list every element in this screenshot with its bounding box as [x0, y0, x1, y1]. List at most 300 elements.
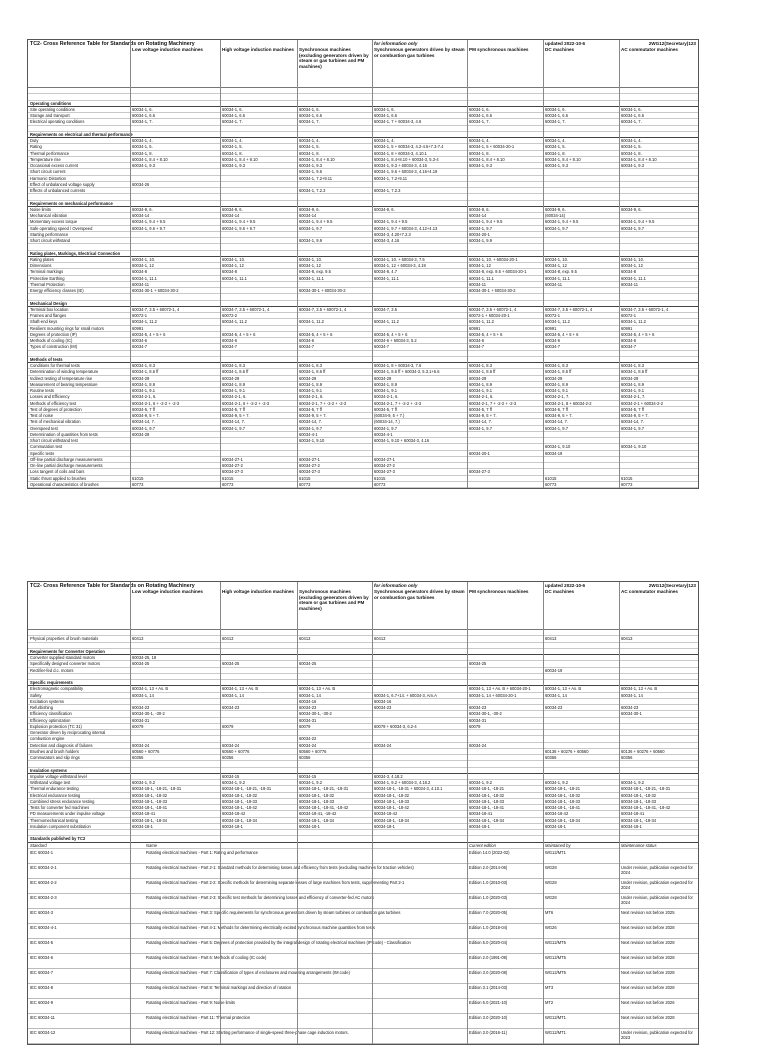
table-cell: 60034-1, 7.2+9.11: [299, 175, 333, 181]
table-cell: 60034-27-2: [299, 463, 320, 468]
row-label: Effect of unbalanced voltage supply: [30, 181, 95, 187]
table-cell: 60034-1, 7 + 60034-3, 4.6: [374, 119, 422, 125]
table-cell: 60034-1, 6.: [621, 106, 642, 112]
table-cell: 60136 + 60276 + 60560: [621, 748, 665, 754]
row-label: Losses and Efficiency: [30, 394, 70, 400]
standard-status: Next revision not before 2028: [621, 1014, 675, 1020]
standards-col-name: Name: [146, 842, 157, 848]
standard-row: [28, 969, 698, 984]
row-label: Protective Earthing: [30, 275, 65, 281]
table-cell: 60034-18-42: [545, 811, 569, 817]
column-divider: [220, 40, 221, 488]
table-cell: 60034-1, 8 + 60034-3, 4.10.1: [374, 150, 427, 156]
row-label: Methods of cooling (IC): [30, 338, 73, 343]
table-cell: 60034-5, 7 ff: [132, 406, 155, 412]
table-cell: 60034-18-1, -18-34: [545, 817, 581, 823]
table-cell: 60034-1, 14: [299, 692, 321, 698]
standard-id: IEC 60034-2-1: [30, 864, 57, 870]
table-cell: 60034-1, 10.: [222, 256, 245, 262]
standard-name: Rotating electrical machines - Part 2-1: Standard methods for determining losses and efficiency from tests (excluding machines for traction vehicles): [146, 864, 414, 870]
table-cell: 60034-2-1 + 60034-2-2: [621, 400, 663, 406]
table-cell: 60034-9, 5 + 7.: [545, 413, 573, 418]
column-divider: [220, 582, 221, 1044]
table-cell: 60034-1, 8.4 + 8.10: [545, 156, 581, 162]
updated-date: updated 2022-10-6: [545, 583, 586, 588]
table-cell: 60034-1, 9.6 + 9.7: [222, 225, 256, 231]
table-cell: 60034-2-1, 6 + -2-2 + -2-3: [222, 400, 270, 406]
standard-id: IEC 60034-4-1: [30, 924, 57, 930]
table-cell: 60072-1: [621, 313, 637, 318]
standard-name: Rotating electrical machines - Part 1: Rating and performance: [146, 849, 258, 855]
table-row: [28, 668, 698, 674]
table-cell: 60034-30-1, -30-2: [132, 711, 165, 717]
column-header: Synchronous generators driven by steam or combustion gas turbines: [374, 589, 465, 600]
table-cell: 60034-1, 9.4 + 9.5: [374, 219, 408, 225]
table-cell: 60034-18-1, -18-33: [545, 798, 581, 804]
row-label: Requirements for Converter Operation: [30, 648, 105, 654]
table-cell: 60034-1, 6.6: [469, 113, 492, 118]
row-label: Impulse voltage withstand level: [30, 773, 87, 779]
table-cell: 60034-7, 3.5 + 60072-1, 4: [222, 306, 270, 312]
table-cell: 60034-1, 9.1: [621, 388, 644, 393]
row-label: Safe operating speed / Overspeed: [30, 225, 93, 231]
column-divider: [619, 40, 620, 488]
table-cell: 60034-1, 9.2: [545, 780, 568, 785]
table-cell: 60034-1, 8.6 ff: [621, 369, 648, 375]
table-cell: 60034-1, 5.: [545, 144, 566, 150]
standard-maintainer: WG12/MT5: [545, 939, 566, 945]
table-cell: 60034-1, 14: [621, 692, 643, 698]
table-cell: 60991: [621, 325, 633, 331]
standard-id: IEC 60034-12: [30, 1029, 56, 1035]
table-row: [28, 188, 698, 194]
table-cell: 60034-2-1, 8 + 60034-2-2: [545, 400, 592, 406]
row-label: Mechanical vibration: [30, 213, 68, 218]
table-cell: 60034-7: [299, 344, 315, 350]
table-cell: 60034-18-1, -18-33: [299, 798, 335, 804]
table-cell: 60034-30-1, -30-2: [299, 711, 332, 717]
table-cell: 60034-1, 9.1: [469, 388, 492, 393]
table-cell: 60034-9, 6.: [469, 206, 490, 212]
row-label: Terminal box location: [30, 306, 69, 312]
standard-edition: Edition 2.0 (2014-06): [469, 864, 508, 870]
table-cell: 60034-1, 9.2: [621, 780, 644, 785]
table-cell: 60034-14: [132, 213, 150, 218]
table-cell: 60034-15: [299, 773, 317, 779]
standard-name: Rotating electrical machines - Part 7: Classification of types of enclosures and mounting arrangements (IM code): [146, 969, 350, 975]
table-cell: 60034-1, 9.4 + 9.5: [469, 219, 503, 225]
table-cell: 60034-1, 13 + As. B: [545, 686, 582, 692]
table-cell: 60034-1, 6.6: [621, 113, 644, 118]
table-cell: 60034-2-1, 7 + -2-2 + -2-3: [299, 400, 347, 406]
table-cell: 61015: [222, 475, 234, 481]
table-cell: 60034-1, 9.7: [222, 425, 245, 431]
row-label: Resilient mounting rings for small motors: [30, 325, 104, 331]
table-cell: 60034-2-1, 7.: [621, 394, 646, 400]
table-cell: 60034-1, 9.1: [132, 388, 155, 393]
table-cell: 60034-18-1, -18-31 + 60034-3, 4.10.1: [374, 786, 443, 792]
table-cell: 60034-1, 14 + 60034-20-1: [469, 692, 517, 698]
table-cell: 60034-18-41, -18-42: [299, 811, 337, 817]
table-cell: 60034-1, 7.: [621, 119, 642, 125]
standard-edition: Edition 14.0 (2022-02): [469, 849, 510, 855]
table-cell: 60034-1, 11.2: [299, 319, 324, 325]
row-label: Electromagnetic compatibility: [30, 686, 84, 692]
table-cell: 60034-1, 7.2.3: [374, 188, 401, 193]
table-cell: 60034-18-1, -18-34: [374, 817, 410, 823]
column-divider: [130, 40, 131, 488]
standard-status: Under revision, publication expected for 2023: [621, 1029, 693, 1040]
table-row: [28, 755, 698, 761]
table-cell: 60034-1, 9.2: [299, 780, 322, 785]
table-cell: 60034-1, 13 + As. B: [222, 686, 259, 692]
table-cell: 60034-1, 9.10: [621, 444, 647, 450]
standard-status: Under revision, publication expected for 2024: [621, 894, 693, 905]
table-row: [28, 288, 698, 294]
table-cell: 60034-1, 9.4 + 9.5: [545, 219, 579, 225]
table-cell: 60034-24: [299, 742, 317, 748]
standard-edition: Edition 1.0 (2020-03): [469, 894, 508, 900]
table-cell: 60034-1, 6.6: [222, 113, 245, 118]
table-cell: (60034-14): [545, 213, 566, 218]
table-cell: 60034-1, 6.: [299, 106, 320, 112]
standard-status: Next revision not before 2028: [621, 984, 675, 990]
table-cell: 60079: [132, 723, 144, 729]
table-cell: 60034-1, 8.9: [299, 381, 322, 387]
wg-reference: 2WG12(Secretary)123: [648, 583, 696, 588]
row-label: Operating conditions: [30, 100, 72, 106]
table-cell: 60034-1, 11.1: [621, 275, 646, 281]
table-cell: 60034-18-1, -18-42: [374, 805, 410, 810]
row-label: Efficiency optimization: [30, 717, 71, 723]
table-cell: 60356: [621, 755, 633, 760]
table-cell: 60413: [222, 636, 234, 642]
table-cell: 60034-1, 14: [132, 692, 154, 698]
row-label: Dimensions: [30, 263, 52, 268]
standard-name: Rotating electrical machines - Part 9: Noise limits: [146, 999, 235, 1005]
table-cell: 60034-14: [299, 213, 317, 218]
row-label: Static thrust applied to brushes: [30, 475, 87, 481]
table-cell: 60034-7: [545, 344, 561, 350]
table-cell: 60034-7, 3.5 + 60072-1, 4: [132, 306, 180, 312]
table-cell: 60034-9, 5 + 7.: [299, 413, 327, 418]
table-cell: 60034-1, 11.1: [222, 275, 247, 281]
table-cell: 60034-8: [621, 269, 637, 275]
table-cell: 60034-5, 4 + 5 + 6: [374, 331, 408, 337]
row-label: Requirements on electrical and thermal performance: [30, 131, 133, 137]
standards-col-maintained: Maintained by: [545, 842, 571, 848]
table-cell: 60034-1, 8.: [621, 150, 642, 156]
table-cell: 60034-4-1: [299, 431, 318, 437]
column-header: DC machines: [545, 47, 575, 52]
table-cell: 60034-1, 9.4 + 9.5: [222, 219, 256, 225]
table-cell: 60034-23: [545, 705, 563, 710]
table-cell: 60034-9, 6.: [374, 206, 395, 212]
row-label: Occasional excess current: [30, 163, 79, 168]
column-divider: [372, 582, 373, 1044]
table-cell: 60034-8, exp. 9.5: [545, 269, 577, 275]
table-cell: 60034-1, 9.3: [299, 163, 322, 168]
table-cell: 60034-1, 5 + 60034-20-1: [469, 144, 515, 150]
table-cell: 60072-1 + 60034-20-1: [469, 313, 510, 318]
row-label: Temperature rise: [30, 156, 61, 162]
table-cell: 60034-1, 13 + As. B + 60034-20-1: [469, 686, 531, 692]
table-cell: 60034-18-1, -18-32: [621, 792, 657, 798]
table-cell: 60072-1: [132, 313, 148, 318]
row-label: Indirect testing of temperature rise: [30, 375, 93, 381]
table-cell: 60034-18-1, -18-21, -18-31: [299, 786, 349, 792]
row-label: Specifically designed converter motors: [30, 661, 101, 667]
row-label: Thermal Protection: [30, 281, 65, 287]
table-cell: 60034-1, 7.: [545, 119, 566, 125]
table-cell: 60413: [299, 636, 311, 642]
standard-name: Rotating electrical machines - Part 3: Specific requirements for synchronous generators driven by steam turbines or combustion gas turbines: [146, 909, 401, 915]
standard-row: [28, 954, 698, 969]
table-cell: 60034-1, 6.7+14. + 60034-3, Am.A: [374, 692, 437, 698]
table-cell: 60034-1, 9.10: [545, 444, 571, 450]
table-cell: 60034-1, 7.: [222, 119, 243, 125]
table-cell: 60034-1, 12: [222, 263, 244, 268]
table-cell: 60034-18-41: [621, 811, 645, 817]
table-cell: 60034-23: [621, 705, 639, 710]
table-cell: 60034-26: [132, 181, 150, 187]
table-cell: 60034-1, 12: [469, 263, 491, 268]
table-cell: 60034-1, 11.2: [374, 319, 399, 325]
row-label: Tests for converter fed machines: [30, 805, 90, 810]
table-cell: 60773: [545, 481, 557, 487]
standard-row: [28, 879, 698, 894]
table-cell: 60034-7, 3.5 + 60072-1, 4: [621, 306, 669, 312]
table-cell: 60034-7: [621, 344, 637, 350]
table-cell: 60034-14, 7.: [132, 419, 155, 425]
table-row: [28, 344, 698, 350]
table-cell: 60413: [545, 636, 557, 642]
standard-status: Under revision, publication expected for 2024: [621, 864, 693, 875]
table-cell: 60034-30-1, -30-2: [469, 711, 502, 717]
row-label: Detection and diagnosis of failures: [30, 742, 93, 748]
table-cell: 60034-18-1: [621, 823, 642, 829]
table-cell: 60034-1, 11.1: [132, 275, 157, 281]
table-cell: 60034-18-1, -18-41, -18-42: [299, 805, 349, 810]
row-label: Efficiency classification: [30, 711, 72, 717]
table-cell: 60034-1, 6.6: [374, 113, 397, 118]
table-cell: 60034-18-1, -18-42: [222, 805, 258, 810]
table-cell: 60034-29: [469, 375, 487, 381]
standard-status: Next revision not before 2026: [621, 999, 675, 1005]
table-cell: 60034-1, 9.3 + 60034-3, 4.15: [374, 163, 427, 168]
table-cell: 60034-1, 8.4 + 8.10: [222, 156, 258, 162]
table-cell: 60034-1, 4.: [222, 138, 243, 143]
standard-maintainer: MT2: [545, 999, 554, 1005]
table-cell: 60356: [545, 755, 557, 760]
table-cell: 60034-18-1, -18-32: [299, 792, 335, 798]
table-cell: 60034-1, 8.3: [299, 363, 322, 368]
row-label: Energy efficiency classes (IE): [30, 288, 84, 293]
standards-col-status: Maintenance status: [621, 842, 657, 848]
table-cell: 60034-1, 13 + As. B: [299, 686, 336, 692]
table-cell: 60072-2: [222, 313, 238, 318]
row-label: Requirements on mechanical performance: [30, 200, 113, 206]
row-label: On-line partial discharge measurements: [30, 463, 103, 468]
table-cell: 60034-1, 9.3: [222, 163, 245, 168]
table-cell: 60034-5, 4 + 5 + 6: [545, 331, 579, 337]
table-cell: 60034-1, 9.2: [132, 780, 155, 785]
row-label: Determination of winding temperature: [30, 369, 99, 375]
table-cell: 60034-29: [222, 375, 240, 381]
standard-edition: Edition 1.0 (2018-04): [469, 924, 508, 930]
table-cell: 60034-5, 4 + 5 + 6: [299, 331, 333, 337]
table-cell: 60034-1, 9.7: [545, 425, 568, 431]
row-label: Noise limits: [30, 206, 51, 212]
standard-name: Rotating electrical machines - Part 2-3: Specific test methods for determining losses and efficiency of converter-fed AC motors: [146, 894, 374, 900]
standard-id: IEC 60034-1: [30, 849, 53, 855]
table-cell: 60034-19: [545, 667, 563, 673]
row-label: Insulation component substitution: [30, 823, 91, 829]
table-cell: 60034-1, 9.3: [621, 163, 644, 168]
table-cell: 60356: [222, 755, 234, 760]
column-header: Low voltage induction machines: [132, 47, 203, 52]
table-cell: 60034-18-1: [299, 823, 320, 829]
row-label: Short circuit withstand test: [30, 438, 78, 443]
row-label: Thermomechanical testing: [30, 817, 79, 823]
table-cell: 60034-1, 14: [545, 692, 567, 698]
table-cell: 61015: [374, 475, 386, 481]
table-header: [28, 40, 698, 88]
table-cell: 60034-1, 8.3: [222, 363, 245, 368]
table-cell: 60034-16: [374, 698, 392, 704]
column-header: Synchronous machines (excluding generators driven by steam or gas turbines and PM machines): [299, 47, 369, 69]
standard-status: Next revision not before 2028: [621, 924, 675, 930]
table-cell: 60034-11: [132, 281, 149, 287]
table-cell: 60034-1, 6.: [132, 106, 153, 112]
standard-id: IEC 60034-7: [30, 969, 53, 975]
table-cell: 60034-29: [374, 375, 392, 381]
table-cell: 60034-1, 8.6 ff: [299, 369, 326, 375]
row-label: Site operating conditions: [30, 106, 75, 112]
column-divider: [619, 582, 620, 1044]
table-cell: 60034-1, 9.7: [621, 425, 644, 431]
table-cell: 60034-1, 4.: [374, 138, 395, 143]
table-cell: 60560 + 60776: [299, 748, 327, 754]
standard-status: Next revision not before 2025: [621, 909, 675, 915]
table-cell: 60034-9, 6.: [132, 206, 153, 212]
table-cell: 60034-18-42: [222, 811, 246, 817]
table-cell: 60034-1, 6.6: [132, 113, 155, 118]
standard-maintainer: WG12/MT5: [545, 954, 566, 960]
table-header: [28, 582, 698, 630]
table-cell: 60560 + 60776: [132, 748, 160, 754]
row-label: Rating: [30, 144, 42, 150]
table-cell: 60034-7: [469, 344, 485, 350]
table-cell: 60034-16: [299, 698, 317, 704]
table-cell: 60034-1, 8.4 + 8.10: [621, 156, 657, 162]
row-label: Specific tests: [30, 450, 55, 456]
standard-edition: Edition 5.0 (2021-10): [469, 999, 508, 1005]
table-cell: 60034-1, 12: [621, 263, 643, 268]
table-cell: 60034-25: [299, 661, 317, 667]
standard-maintainer: WG12/MT1: [545, 1029, 566, 1035]
table-cell: 60034-18-1: [545, 823, 566, 829]
row-label: Measurement of bearing temperature: [30, 381, 98, 387]
table-cell: 60034-14, 7.: [299, 419, 322, 425]
table-cell: 60034-18-1: [374, 823, 395, 829]
column-divider: [297, 582, 298, 1044]
row-label: Combined stress endurance testing: [30, 798, 95, 804]
table-cell: 60034-5, 4 + 5 + 6: [132, 331, 166, 337]
table-cell: 60034-29: [299, 375, 317, 381]
standard-edition: Edition 3.0 (2020-08): [469, 969, 508, 975]
table-cell: 60034-6: [299, 338, 315, 343]
standard-row: [28, 864, 698, 879]
standard-id: IEC 60034-5: [30, 939, 53, 945]
table-cell: 60034-1, 8.9: [222, 381, 245, 387]
row-label: Loss tangent of coils and bars: [30, 469, 85, 475]
column-divider: [543, 40, 544, 488]
column-header: Low voltage induction machines: [132, 589, 203, 594]
table-cell: 60034-18-1, -18-21: [469, 786, 505, 792]
table-cell: 60034-1, 9.4 + 9.5: [132, 219, 166, 225]
cross-reference-sheet-2: [27, 581, 699, 1045]
table-cell: 60034-1, 13 + As. B: [132, 686, 169, 692]
table-cell: 60034-1, 8.: [469, 150, 490, 156]
standard-maintainer: WG28: [545, 864, 557, 870]
table-cell: 60034-1, 8.6 ff: [545, 369, 572, 375]
table-cell: 60034-1, 5.: [621, 144, 642, 150]
table-cell: 60034-1, 8.3: [132, 363, 155, 368]
table-cell: 60034-6 + 60034-3, 5.2: [374, 338, 417, 343]
column-divider: [130, 582, 131, 1044]
table-cell: 60034-1, 5.: [222, 144, 243, 150]
updated-date: updated 2022-10-6: [545, 41, 586, 46]
row-label: Momentary excess torque: [30, 219, 78, 225]
column-divider: [543, 582, 544, 1044]
table-cell: 60034-24: [222, 742, 240, 748]
table-cell: 60034-18-1, -18-33: [374, 798, 410, 804]
table-cell: 60034-1, 11.2: [222, 319, 247, 325]
table-cell: 60034-1, 9.2 + 60034-3, 4.18.2: [374, 780, 431, 785]
row-label: Commutators and slip rings: [30, 755, 80, 760]
table-cell: 60034-1, 9.9: [299, 238, 322, 243]
table-cell: 60034-27-1: [374, 456, 395, 462]
table-cell: 60034-1, 9.7: [469, 225, 492, 231]
table-cell: 60034-1, 5 + 60034-3, 4.2-4.5+7.3-7.4: [374, 144, 444, 150]
column-header: High voltage induction machines: [222, 47, 294, 52]
standard-row: [28, 1029, 698, 1044]
standard-id: IEC 60034-11: [30, 1014, 55, 1020]
table-cell: 60034-2-1, 7 + -2-2 + -2-3: [469, 400, 517, 406]
table-cell: 60034-1, 7.: [469, 119, 490, 125]
table-cell: 60034-1, 9.10: [299, 438, 325, 443]
column-header: Synchronous generators driven by steam or combustion gas turbines: [374, 47, 465, 58]
table-row: [28, 824, 698, 830]
table-cell: 60034-18-1: [222, 823, 243, 829]
table-cell: 60034-1, 7.2.3: [299, 188, 326, 193]
table-cell: 60034-5, 4 + 5 + 6: [222, 331, 256, 337]
column-header: PM synchronous machines: [469, 589, 529, 594]
table-cell: 60034-18-1, -18-41: [545, 805, 581, 810]
table-cell: 60034-1, 14: [222, 692, 244, 698]
table-cell: 60034-1, 8.3: [469, 363, 492, 368]
table-cell: 60356: [299, 755, 311, 760]
table-cell: 60034-1, 11.2: [621, 319, 646, 325]
table-cell: 60034-18-1, -18-34: [132, 817, 168, 823]
table-cell: 60034-3, 4.20+7.2.3: [374, 231, 411, 237]
table-cell: 60034-18-42: [374, 811, 398, 817]
table-cell: 60034-18-1, -18-21, -18-31: [222, 786, 272, 792]
table-cell: 60034-1, 8.: [222, 150, 243, 156]
table-cell: 60034-8: [132, 269, 148, 275]
table-cell: 60034-8, exp. 9.5 + 60034-20-1: [469, 269, 527, 275]
